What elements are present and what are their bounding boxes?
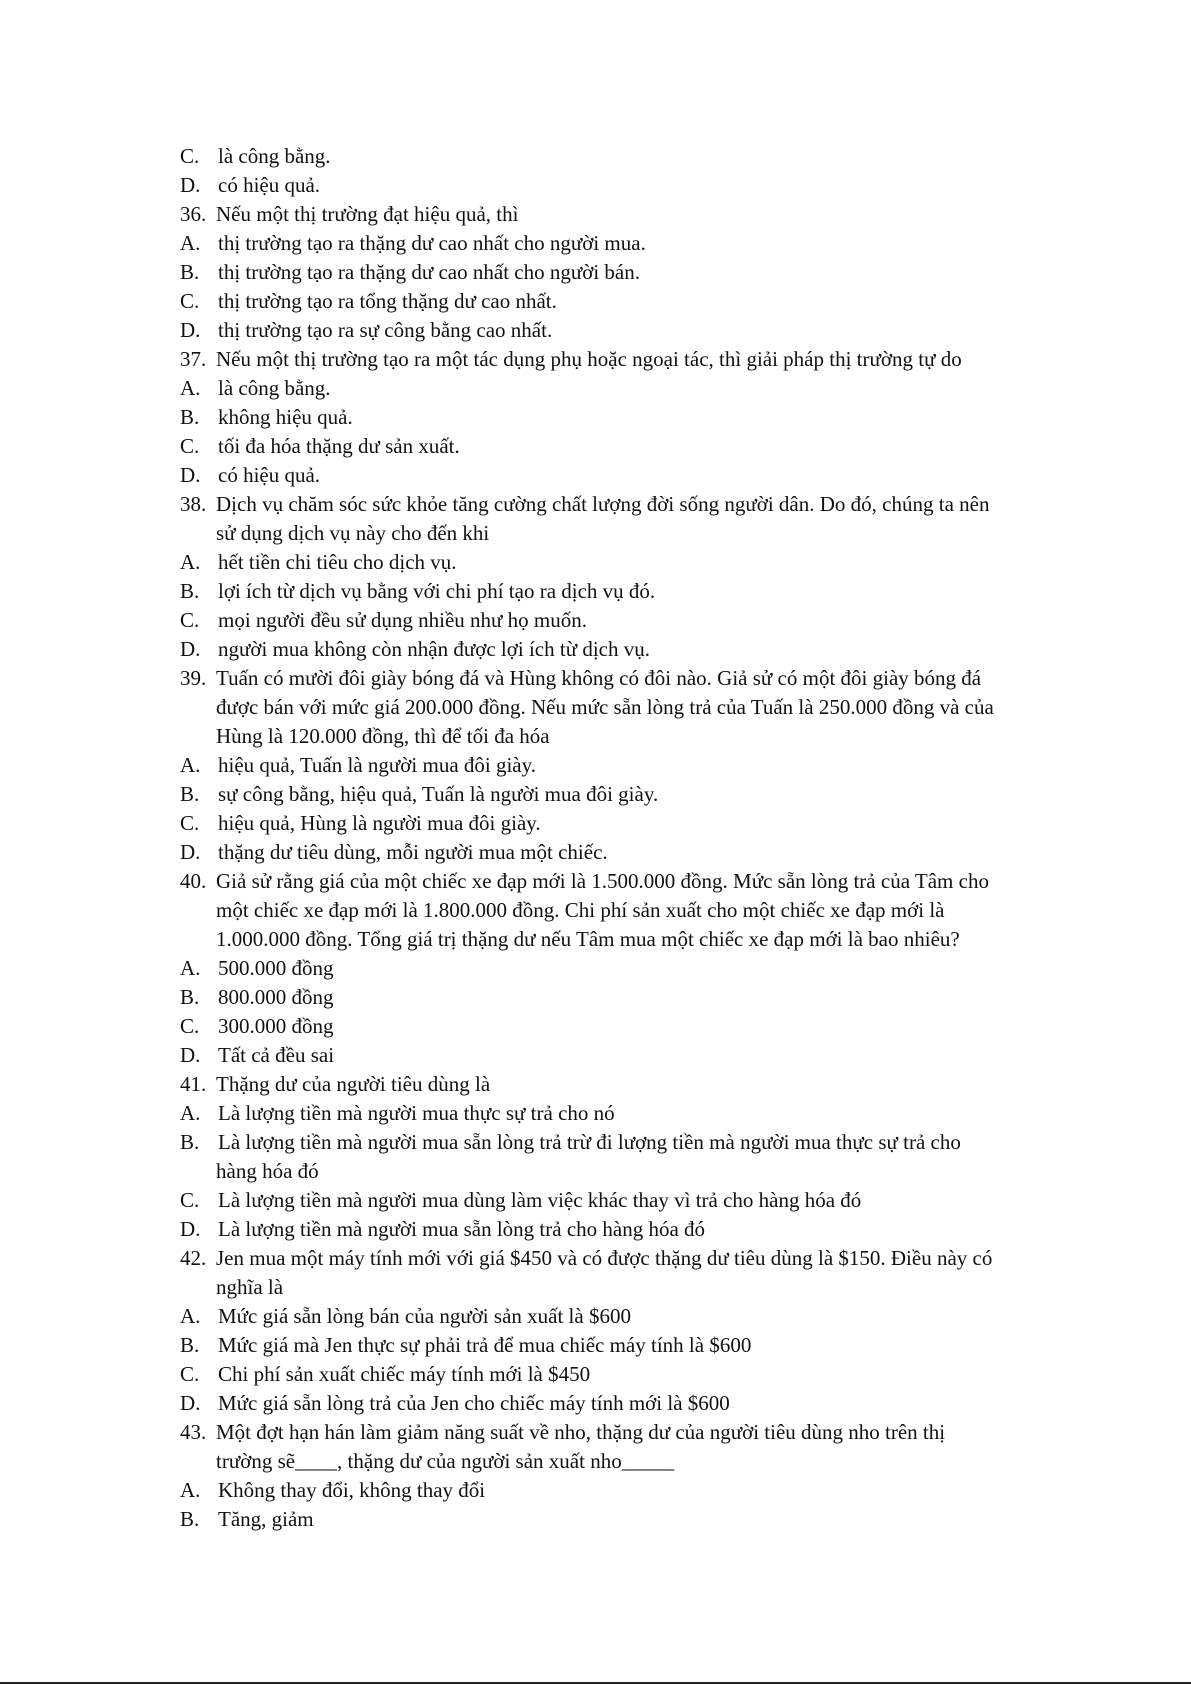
option-letter: B. (180, 1130, 200, 1154)
option-letter: C. (180, 1362, 200, 1386)
option-line (180, 1186, 1040, 1215)
option-letter: B. (180, 985, 200, 1009)
option-letter: A. (180, 231, 201, 255)
option-text: có hiệu quả. (218, 173, 321, 197)
option-letter: D. (180, 1391, 201, 1415)
continuation-text: hàng hóa đó (216, 1159, 319, 1183)
continuation-line (180, 1157, 1040, 1186)
option-letter: C. (180, 608, 200, 632)
option-line (180, 432, 1040, 461)
question-number: 43. (180, 1420, 207, 1444)
option-line (180, 1476, 1040, 1505)
option-line (180, 751, 1040, 780)
option-letter: D. (180, 637, 201, 661)
continuation-line (180, 925, 1040, 954)
option-line (180, 1331, 1040, 1360)
option-text: Tất cả đều sai (218, 1043, 335, 1067)
option-letter: B. (180, 1507, 200, 1531)
option-text: Mức giá sẵn lòng trả của Jen cho chiếc máy tính mới là $600 (218, 1391, 730, 1415)
option-letter: C. (180, 1014, 200, 1038)
question-number: 38. (180, 492, 207, 516)
option-line (180, 1389, 1040, 1418)
option-text: có hiệu quả. (218, 463, 321, 487)
option-letter: B. (180, 405, 200, 429)
option-letter: A. (180, 1304, 201, 1328)
option-line (180, 1215, 1040, 1244)
option-letter: A. (180, 376, 201, 400)
option-text: 500.000 đồng (218, 956, 334, 980)
option-line (180, 635, 1040, 664)
option-line (180, 577, 1040, 606)
option-letter: D. (180, 463, 201, 487)
question-text: Thặng dư của người tiêu dùng là (216, 1072, 491, 1096)
question-line (180, 345, 1040, 374)
option-letter: D. (180, 1217, 201, 1241)
option-text: thị trường tạo ra thặng dư cao nhất cho người bán. (218, 260, 640, 284)
question-text: Jen mua một máy tính mới với giá $450 và có được thặng dư tiêu dùng là $150. Điều này có (216, 1246, 993, 1270)
question-number: 37. (180, 347, 207, 371)
continuation-text: 1.000.000 đồng. Tổng giá trị thặng dư nếu Tâm mua một chiếc xe đạp mới là bao nhiêu? (216, 927, 960, 951)
option-line (180, 461, 1040, 490)
question-text: Dịch vụ chăm sóc sức khỏe tăng cường chất lượng đời sống người dân. Do đó, chúng ta nên (216, 492, 990, 516)
option-line (180, 809, 1040, 838)
page-bottom-rule (0, 1682, 1191, 1684)
option-line (180, 229, 1040, 258)
option-text: hiệu quả, Tuấn là người mua đôi giày. (218, 753, 537, 777)
option-line (180, 1505, 1040, 1534)
option-line (180, 954, 1040, 983)
option-text: hiệu quả, Hùng là người mua đôi giày. (218, 811, 541, 835)
option-text: sự công bằng, hiệu quả, Tuấn là người mua đôi giày. (218, 782, 659, 806)
question-line (180, 664, 1040, 693)
option-text: Là lượng tiền mà người mua thực sự trả cho nó (218, 1101, 615, 1125)
question-line (180, 200, 1040, 229)
option-letter: A. (180, 550, 201, 574)
question-text: Nếu một thị trường đạt hiệu quả, thì (216, 202, 519, 226)
option-letter: D. (180, 318, 201, 342)
question-number: 36. (180, 202, 207, 226)
option-text: thặng dư tiêu dùng, mỗi người mua một chiếc. (218, 840, 608, 864)
continuation-line (180, 1273, 1040, 1302)
continuation-line (180, 693, 1040, 722)
option-text: Mức giá sẵn lòng bán của người sản xuất là $600 (218, 1304, 631, 1328)
option-letter: B. (180, 579, 200, 603)
question-line (180, 1418, 1040, 1447)
option-text: người mua không còn nhận được lợi ích từ dịch vụ. (218, 637, 650, 661)
option-letter: D. (180, 840, 201, 864)
option-text: thị trường tạo ra sự công bằng cao nhất. (218, 318, 553, 342)
continuation-line (180, 1447, 1040, 1476)
option-line (180, 1012, 1040, 1041)
option-text: không hiệu quả. (218, 405, 353, 429)
question-line (180, 490, 1040, 519)
option-letter: D. (180, 1043, 201, 1067)
option-text: mọi người đều sử dụng nhiều như họ muốn. (218, 608, 587, 632)
option-line (180, 548, 1040, 577)
question-number: 39. (180, 666, 207, 690)
option-letter: C. (180, 289, 200, 313)
option-line (180, 983, 1040, 1012)
option-line (180, 171, 1040, 200)
question-text: Nếu một thị trường tạo ra một tác dụng phụ hoặc ngoại tác, thì giải pháp thị trường tự do (216, 347, 962, 371)
option-letter: C. (180, 144, 200, 168)
question-text: Giả sử rằng giá của một chiếc xe đạp mới là 1.500.000 đồng. Mức sẵn lòng trả của Tâm cho (216, 869, 989, 893)
option-text: thị trường tạo ra tổng thặng dư cao nhất. (218, 289, 557, 313)
option-letter: A. (180, 1478, 201, 1502)
continuation-text: một chiếc xe đạp mới là 1.800.000 đồng. Chi phí sản xuất cho một chiếc xe đạp mới là (216, 898, 945, 922)
option-text: là công bằng. (218, 376, 331, 400)
continuation-line (180, 896, 1040, 925)
option-line (180, 780, 1040, 809)
option-text: hết tiền chi tiêu cho dịch vụ. (218, 550, 457, 574)
option-letter: A. (180, 1101, 201, 1125)
question-text: Tuấn có mười đôi giày bóng đá và Hùng không có đôi nào. Giả sử có một đôi giày bóng đá (216, 666, 982, 690)
option-letter: B. (180, 260, 200, 284)
option-line (180, 142, 1040, 171)
continuation-text: sử dụng dịch vụ này cho đến khi (216, 521, 490, 545)
option-letter: C. (180, 1188, 200, 1212)
continuation-text: Hùng là 120.000 đồng, thì để tối đa hóa (216, 724, 550, 748)
option-letter: C. (180, 811, 200, 835)
option-letter: D. (180, 173, 201, 197)
option-line (180, 1302, 1040, 1331)
continuation-line (180, 722, 1040, 751)
option-letter: B. (180, 1333, 200, 1357)
question-text: Một đợt hạn hán làm giảm năng suất về nho, thặng dư của người tiêu dùng nho trên thị (216, 1420, 946, 1444)
option-letter: A. (180, 956, 201, 980)
continuation-text: nghĩa là (216, 1275, 284, 1299)
option-text: Không thay đổi, không thay đổi (218, 1478, 486, 1502)
option-line (180, 1041, 1040, 1070)
option-line (180, 374, 1040, 403)
continuation-text: trường sẽ____, thặng dư của người sản xuất nho_____ (216, 1449, 675, 1473)
option-text: Tăng, giảm (218, 1507, 314, 1531)
option-line (180, 606, 1040, 635)
option-line (180, 316, 1040, 345)
question-line (180, 867, 1040, 896)
option-text: lợi ích từ dịch vụ bằng với chi phí tạo ra dịch vụ đó. (218, 579, 656, 603)
option-line (180, 1099, 1040, 1128)
option-text: Là lượng tiền mà người mua sẵn lòng trả cho hàng hóa đó (218, 1217, 706, 1241)
option-line (180, 838, 1040, 867)
option-text: 800.000 đồng (218, 985, 334, 1009)
option-letter: A. (180, 753, 201, 777)
question-line (180, 1244, 1040, 1273)
question-number: 42. (180, 1246, 207, 1270)
option-line (180, 1360, 1040, 1389)
continuation-text: được bán với mức giá 200.000 đồng. Nếu mức sẵn lòng trả của Tuấn là 250.000 đồng và của (216, 695, 994, 719)
option-line (180, 287, 1040, 316)
continuation-line (180, 519, 1040, 548)
option-line (180, 403, 1040, 432)
option-text: Là lượng tiền mà người mua dùng làm việc khác thay vì trả cho hàng hóa đó (218, 1188, 862, 1212)
option-text: 300.000 đồng (218, 1014, 334, 1038)
option-text: là công bằng. (218, 144, 331, 168)
option-line (180, 1128, 1040, 1157)
option-letter: C. (180, 434, 200, 458)
question-number: 40. (180, 869, 207, 893)
option-text: tối đa hóa thặng dư sản xuất. (218, 434, 460, 458)
option-text: thị trường tạo ra thặng dư cao nhất cho người mua. (218, 231, 646, 255)
option-text: Mức giá mà Jen thực sự phải trả để mua chiếc máy tính là $600 (218, 1333, 752, 1357)
question-list (180, 142, 1040, 1534)
option-text: Là lượng tiền mà người mua sẵn lòng trả trừ đi lượng tiền mà người mua thực sự trả cho (218, 1130, 961, 1154)
option-text: Chi phí sản xuất chiếc máy tính mới là $450 (218, 1362, 591, 1386)
question-line (180, 1070, 1040, 1099)
option-line (180, 258, 1040, 287)
question-number: 41. (180, 1072, 207, 1096)
option-letter: B. (180, 782, 200, 806)
